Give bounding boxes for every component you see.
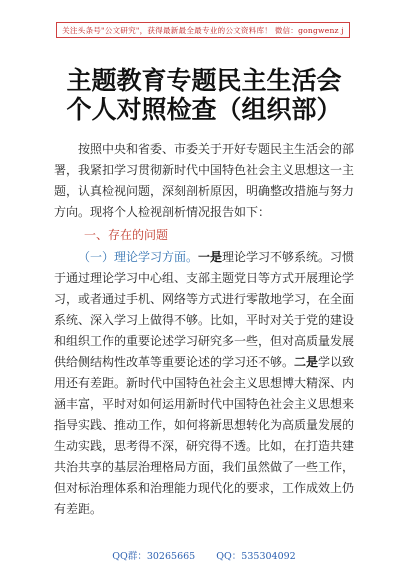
section-heading-problems: 一、存在的问题 xyxy=(84,228,169,242)
body-line: 共治共享的基层治理格局方面，我们虽然做了一些工作， xyxy=(54,460,355,474)
body-line: 但对标治理体系和治理能力现代化的要求，工作成效上仍 xyxy=(54,481,355,495)
body-line: 涵丰富，平时对如何运用新时代中国特色社会主义思想来 xyxy=(54,397,355,411)
body-paragraph xyxy=(54,247,354,520)
body-line: 用还有差距。新时代中国特色社会主义思想博大精深、内 xyxy=(54,376,355,390)
body-line: 习，或者通过手机、网络等方式进行零散地学习，在全面 xyxy=(54,292,355,306)
footer-qq-group: QQ群：30265665 xyxy=(112,551,196,562)
footer-contact xyxy=(0,548,408,562)
body-line: 和组织工作的重要论述学习研究多一些，但对高质量发展 xyxy=(54,334,355,348)
promo-banner xyxy=(56,22,350,38)
intro-line: 署，我紧扣学习贯彻新时代中国特色社会主义思想这一主 xyxy=(54,163,355,177)
intro-line: 按照中央和省委、市委关于开好专题民主生活会的部 xyxy=(78,142,355,156)
bold-lead-first: 一是 xyxy=(198,250,223,264)
intro-line: 方向。现将个人检视剖析情况报告如下： xyxy=(54,205,271,219)
body-line-with-second-point xyxy=(54,352,354,373)
document-title-line-2: 个人对照检查（组织部） xyxy=(66,95,342,124)
body-line: 于通过理论学习中心组、支部主题党日等方式开展理论学 xyxy=(54,271,355,285)
sub-heading-theory-study: （一）理论学习方面。 xyxy=(78,250,199,264)
body-first-line xyxy=(54,247,354,268)
body-text: 理论学习不够系统。习惯 xyxy=(222,250,355,264)
intro-line: 题，认真检视问题，深刻剖析原因，明确整改措施与努力 xyxy=(54,184,355,198)
footer-qq: QQ：535304092 xyxy=(216,551,296,562)
body-line: 系统、深入学习上做得不够。比如，平时对关于党的建设 xyxy=(54,313,355,327)
bold-lead-second: 二是 xyxy=(294,355,319,369)
intro-paragraph xyxy=(54,139,354,223)
body-text: 学以致 xyxy=(318,355,355,369)
document-title-line-1: 主题教育专题民主生活会 xyxy=(66,66,342,95)
body-line: 生动实践，思考得不深，研究得不透。比如，在打造共建 xyxy=(54,439,355,453)
promo-banner-text: 关注头条号"公文研究"，获得最新最全最专业的公文资料库！ 微信：gongwenz j xyxy=(62,25,344,35)
body-text: 供给侧结构性改革等重要论述的学习还不够。 xyxy=(54,355,295,369)
body-line: 有差距。 xyxy=(54,502,103,516)
body-line: 指导实践、推动工作，如何将新思想转化为高质量发展的 xyxy=(54,418,355,432)
